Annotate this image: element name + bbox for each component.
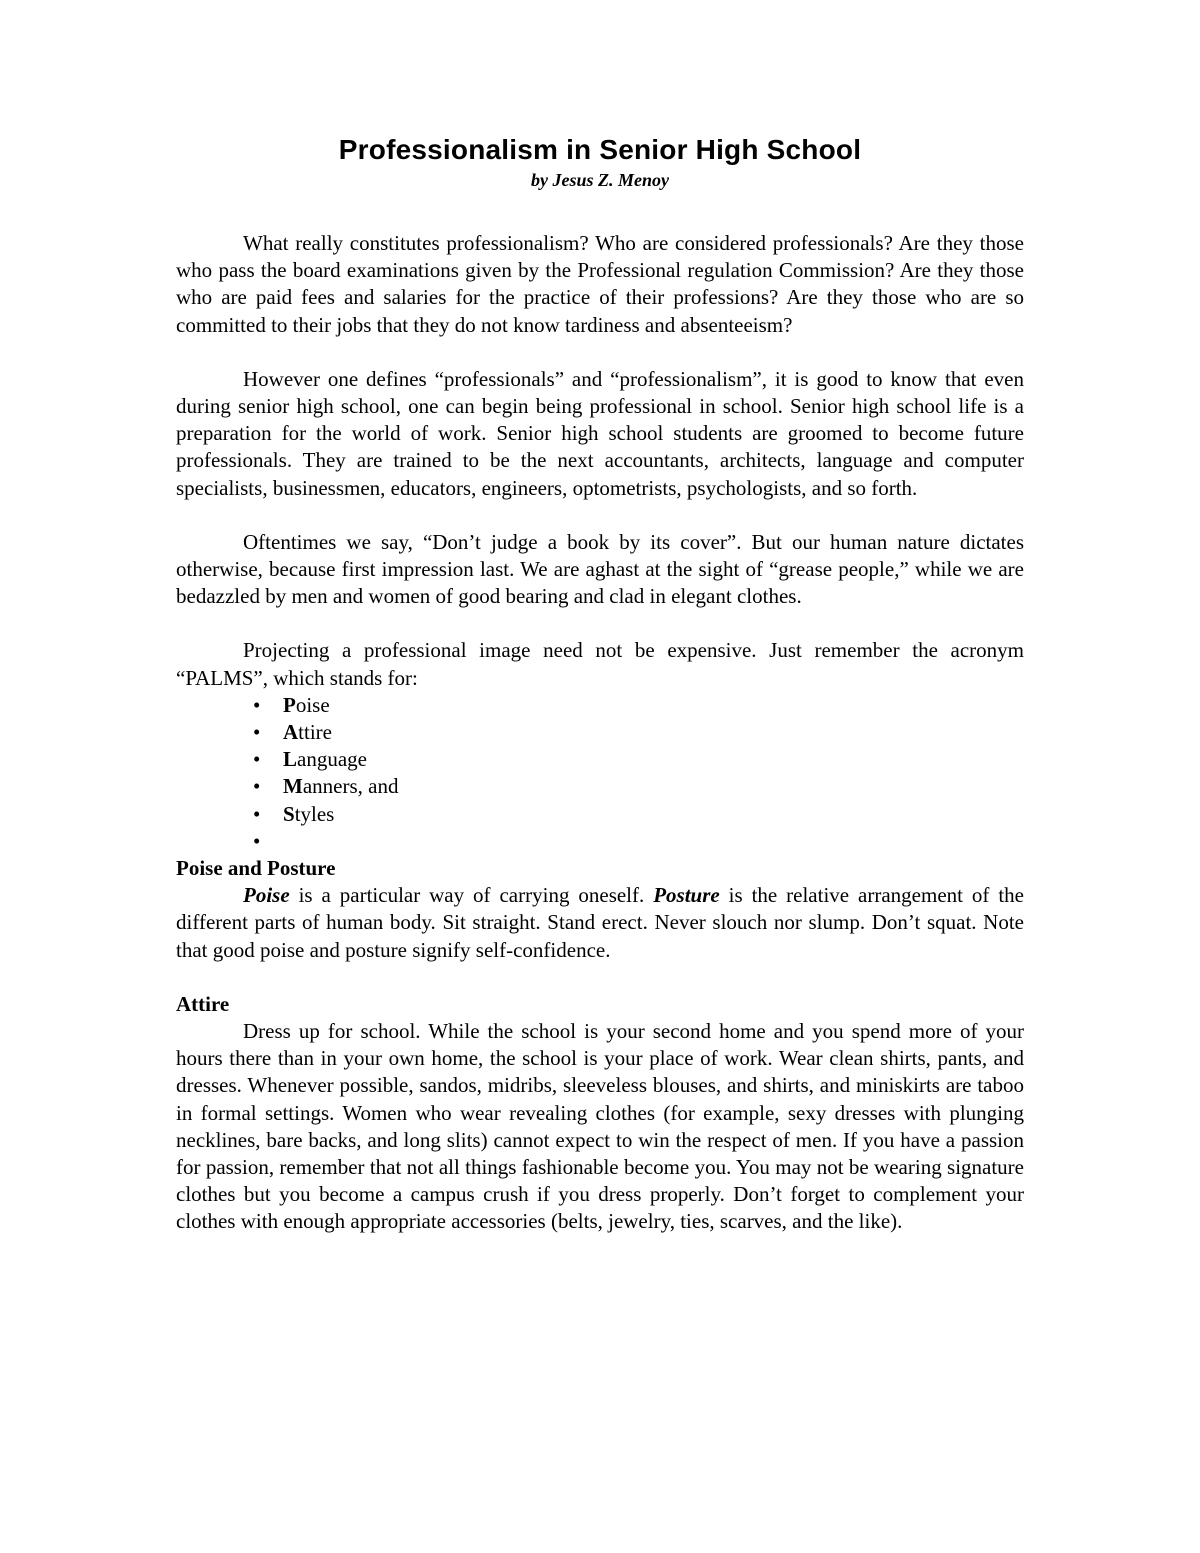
acronym-initial: A (283, 720, 299, 745)
document-page (176, 132, 1024, 1236)
palms-intro-paragraph: Projecting a professional image need not be expensive. Just remember the acronym “PALMS”, which stands for: (176, 638, 1024, 690)
posture-term: Posture (653, 883, 720, 908)
bullet-icon: • (253, 801, 261, 826)
section-heading-poise: Poise and Posture (176, 855, 336, 880)
acronym-initial: S (283, 801, 295, 826)
acronym-rest: anguage (297, 747, 367, 772)
acronym-rest: anners, and (302, 774, 399, 799)
bullet-icon: • (253, 692, 261, 717)
acronym-rest: tyles (294, 801, 335, 826)
list-item (176, 801, 1024, 828)
document-title: Professionalism in Senior High School (338, 134, 862, 165)
list-item (176, 828, 1024, 855)
list-item (176, 773, 1024, 800)
acronym-initial: P (283, 692, 296, 717)
posture-text: is the relative arrangement of the different parts of human body. Sit straight. Stand erect. Never slouch nor slump. Don’t squat. Note that good poise and posture signify self-confidence. (176, 883, 1024, 962)
bullet-icon: • (253, 720, 261, 745)
poise-term: Poise (243, 883, 290, 908)
professionals-paragraph: However one defines “professionals” and “professionalism”, it is good to know that even during senior high school, one can begin being professional in school. Senior high school life is a preparation for the world of work. Senior high school students are groomed to become future professionals. They are trained to be the next accountants, architects, language and computer specialists, businessmen, educators, engineers, optometrists, psychologists, and so forth. (176, 366, 1024, 500)
list-item (176, 692, 1024, 719)
poise-paragraph (176, 882, 1024, 964)
bullet-icon: • (253, 828, 261, 853)
section-heading-attire: Attire (176, 991, 230, 1016)
first-impression-paragraph: Oftentimes we say, “Don’t judge a book by its cover”. But our human nature dictates otherwise, because first impression last. We are aghast at the sight of “grease people,” while we are bedazzled by men and women of good bearing and clad in elegant clothes. (176, 529, 1024, 609)
acronym-rest: ttire (298, 720, 332, 745)
list-item (176, 746, 1024, 773)
attire-paragraph: Dress up for school. While the school is your second home and you spend more of your hours there than in your own home, the school is your place of work. Wear clean shirts, pants, and dresses. Whenever possible, sandos, midribs, sleeveless blouses, and shirts, and miniskirts are taboo in formal settings. Women who wear revealing clothes (for example, sexy dresses with plunging necklines, bare backs, and long slits) cannot expect to win the respect of men. If you have a passion for passion, remember that not all things fashionable become you. You may not be wearing signature clothes but you become a campus crush if you dress properly. Don’t forget to complement your clothes with enough appropriate accessories (belts, jewelry, ties, scarves, and the like). (176, 1018, 1024, 1234)
acronym-initial: L (283, 747, 298, 772)
bullet-icon: • (253, 747, 261, 772)
intro-paragraph: What really constitutes professionalism? Who are considered professionals? Are they those who pass the board examinations given by the Professional regulation Commission? Are they those who are paid fees and salaries for the practice of their professions? Are they those who are so committed to their jobs that they do not know tardiness and absenteeism? (176, 231, 1024, 337)
acronym-rest: oise (295, 692, 330, 717)
poise-text: is a particular way of carrying oneself. (289, 883, 654, 908)
bullet-icon: • (253, 774, 261, 799)
document-byline: by Jesus Z. Menoy (531, 170, 669, 190)
list-item (176, 719, 1024, 746)
palms-list (176, 692, 1024, 855)
acronym-initial: M (283, 774, 303, 799)
